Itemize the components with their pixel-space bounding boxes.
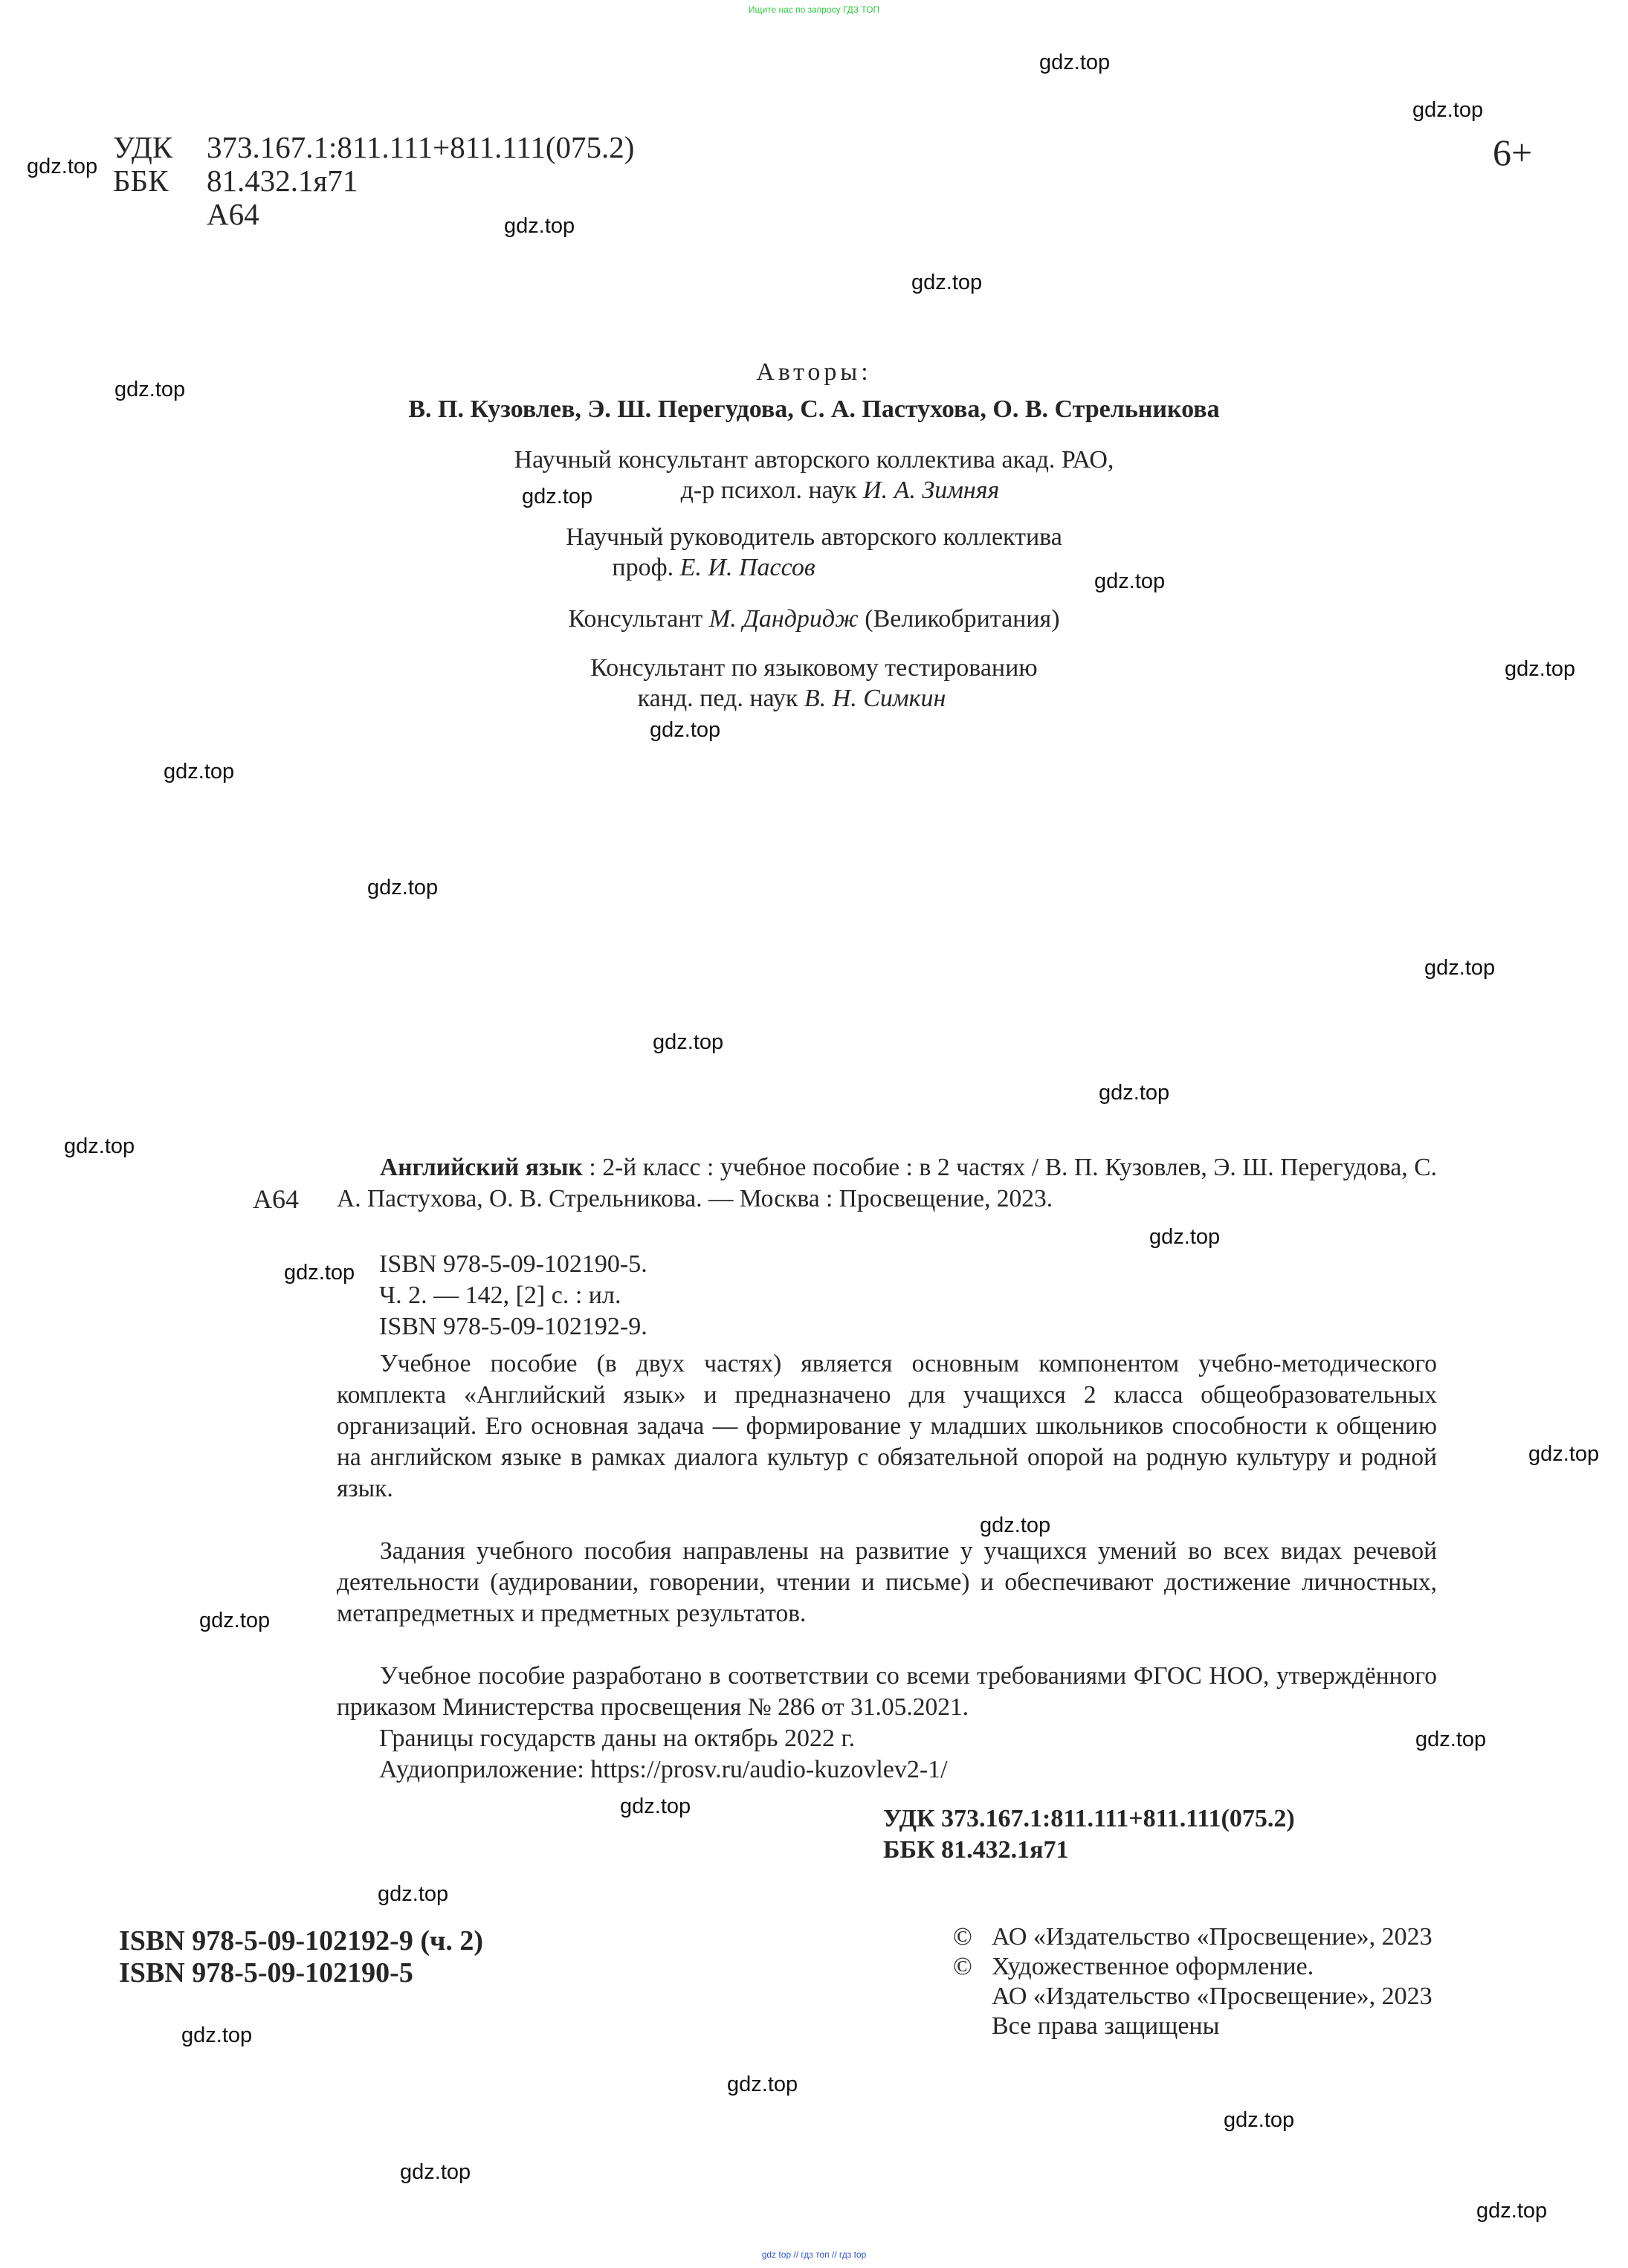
top-banner[interactable]: Ищите нас по запросу ГДЗ ТОП: [748, 4, 880, 15]
test-consultant: [0, 653, 1628, 714]
sci-leader-name: Е. И. Пассов: [679, 554, 815, 581]
watermark: gdz.top: [378, 1882, 449, 1906]
watermark: gdz.top: [1528, 1442, 1600, 1466]
record-code: А64: [253, 1184, 299, 1214]
watermark: gdz.top: [164, 760, 235, 784]
annotation-paragraph-1: Учебное пособие (в двух частях) является основным компонентом учебно-методического комплекта «Английский язык» и предназначено для учащихся 2 класса общеобразовательных организаций. Его основная задача — формирование у младших школьников способности к общению на английском языке в рамках диалога культур с обязательной опорой на родную культуру и родной язык.: [337, 1350, 1437, 1502]
author-mark-row: [113, 198, 634, 231]
watermark: gdz.top: [727, 2072, 798, 2096]
watermark: gdz.top: [911, 271, 983, 294]
watermark: gdz.top: [1094, 569, 1166, 593]
bottom-banner[interactable]: gdz top // гдз топ // гдз top: [761, 2249, 867, 2260]
bbk-value: 81.432.1я71: [207, 164, 358, 198]
sci-consultant-name: И. А. Зимняя: [863, 476, 1000, 504]
record-title-rest: : 2-й класс : учебное пособие : в 2 частях / В. П. Кузовлев, Э. Ш. Перегудова, С. А. Пастухова, О. В. Стрельникова. — Москва : Просвещение, 2023.: [337, 1154, 1437, 1212]
watermark: gdz.top: [1412, 98, 1484, 122]
watermark: gdz.top: [199, 1609, 271, 1632]
test-consultant-line1: Консультант по языковому тестированию: [590, 654, 1038, 682]
watermark: gdz.top: [114, 378, 186, 401]
udk-label: УДК: [113, 130, 173, 164]
watermark: gdz.top: [64, 1134, 135, 1158]
watermark: gdz.top: [1039, 51, 1111, 74]
watermark: gdz.top: [650, 718, 721, 742]
authors-heading: Авторы:: [756, 358, 872, 386]
record-title-bold: Английский язык: [380, 1154, 583, 1181]
biblio-codes: [113, 131, 634, 231]
watermark: gdz.top: [620, 1794, 691, 1818]
borders-line: Границы государств даны на октябрь 2022 г.: [379, 1725, 856, 1752]
copyright-line-4: Все права защищены: [992, 2012, 1220, 2040]
watermark: gdz.top: [400, 2160, 471, 2184]
record-udk-bbk: [883, 1803, 1295, 1866]
consultant: Консультант М. Дандридж (Великобритания): [568, 605, 1060, 633]
author-mark: А64: [207, 197, 259, 231]
record-isbn-lines: [379, 1249, 647, 1343]
sci-leader: [0, 522, 1628, 583]
record-title: [337, 1152, 1437, 1215]
copyright-line-1: © АО «Издательство «Просвещение», 2023: [953, 1923, 1432, 1951]
authors-list: В. П. Кузовлев, Э. Ш. Перегудова, С. А. Пастухова, О. В. Стрельникова: [408, 395, 1220, 423]
copyright-block: [953, 1922, 1432, 2041]
copyright-line-3: АО «Издательство «Просвещение», 2023: [992, 1983, 1432, 2010]
isbn-line-2: ISBN 978-5-09-102190-5: [119, 1957, 413, 1988]
watermark: gdz.top: [367, 876, 439, 899]
isbn-part: ISBN 978-5-09-102192-9.: [379, 1313, 647, 1340]
sci-leader-line2: проф. Е. И. Пассов: [612, 554, 815, 581]
watermark: gdz.top: [181, 2023, 253, 2047]
isbn-set: ISBN 978-5-09-102190-5.: [379, 1250, 647, 1278]
watermark: gdz.top: [27, 155, 98, 178]
isbn-block: [119, 1925, 483, 1989]
record-extra-lines: [379, 1723, 948, 1786]
watermark: gdz.top: [1224, 2108, 1295, 2132]
copyright-line-2: © Художественное оформление.: [953, 1953, 1314, 1980]
watermark: gdz.top: [284, 1261, 355, 1285]
watermark: gdz.top: [504, 214, 575, 238]
watermark: gdz.top: [1424, 956, 1496, 980]
record-bbk: ББК 81.432.1я71: [883, 1836, 1069, 1864]
copyright-icon: ©: [953, 1923, 972, 1951]
sci-consultant: [0, 445, 1628, 505]
consultant-name: М. Дандридж: [708, 605, 859, 633]
test-consultant-line2: канд. пед. наук В. Н. Симкин: [637, 685, 946, 712]
age-rating: 6+: [1493, 132, 1533, 173]
bbk-label: ББК: [113, 164, 169, 198]
watermark: gdz.top: [1149, 1225, 1221, 1249]
watermark: gdz.top: [1476, 2199, 1548, 2223]
watermark: gdz.top: [980, 1513, 1051, 1537]
annotation-paragraph-2: Задания учебного пособия направлены на развитие у учащихся умений во всех видах речевой деятельности (аудировании, говорении, чтении и письме) и обеспечивают достижение личностных, метапредметных и предметных результатов.: [337, 1537, 1437, 1627]
audio-link[interactable]: Аудиоприложение: https://prosv.ru/audio-kuzovlev2-1/: [379, 1756, 948, 1783]
copyright-icon: ©: [953, 1953, 972, 1980]
watermark: gdz.top: [1099, 1081, 1170, 1105]
watermark: gdz.top: [522, 485, 593, 508]
sci-leader-line1: Научный руководитель авторского коллектива: [566, 523, 1062, 551]
part-info: Ч. 2. — 142, [2] с. : ил.: [379, 1282, 621, 1309]
udk-row: [113, 131, 634, 164]
sci-consultant-line2: д-р психол. наук И. А. Зимняя: [680, 476, 1000, 504]
record-udk: УДК 373.167.1:811.111+811.111(075.2): [883, 1805, 1295, 1832]
test-consultant-name: В. Н. Симкин: [804, 685, 946, 712]
isbn-line-1: ISBN 978-5-09-102192-9 (ч. 2): [119, 1925, 484, 1957]
annotation-paragraph-3: Учебное пособие разработано в соответствии со всеми требованиями ФГОС НОО, утверждённого приказом Министерства просвещения № 286 от 31.05.2021.: [337, 1662, 1437, 1721]
bbk-row: [113, 164, 634, 198]
watermark: gdz.top: [1505, 657, 1576, 681]
udk-value: 373.167.1:811.111+811.111(075.2): [207, 130, 635, 164]
sci-consultant-line1: Научный консультант авторского коллектива акад. РАО,: [514, 446, 1114, 474]
watermark: gdz.top: [1415, 1728, 1487, 1751]
watermark: gdz.top: [653, 1030, 724, 1054]
